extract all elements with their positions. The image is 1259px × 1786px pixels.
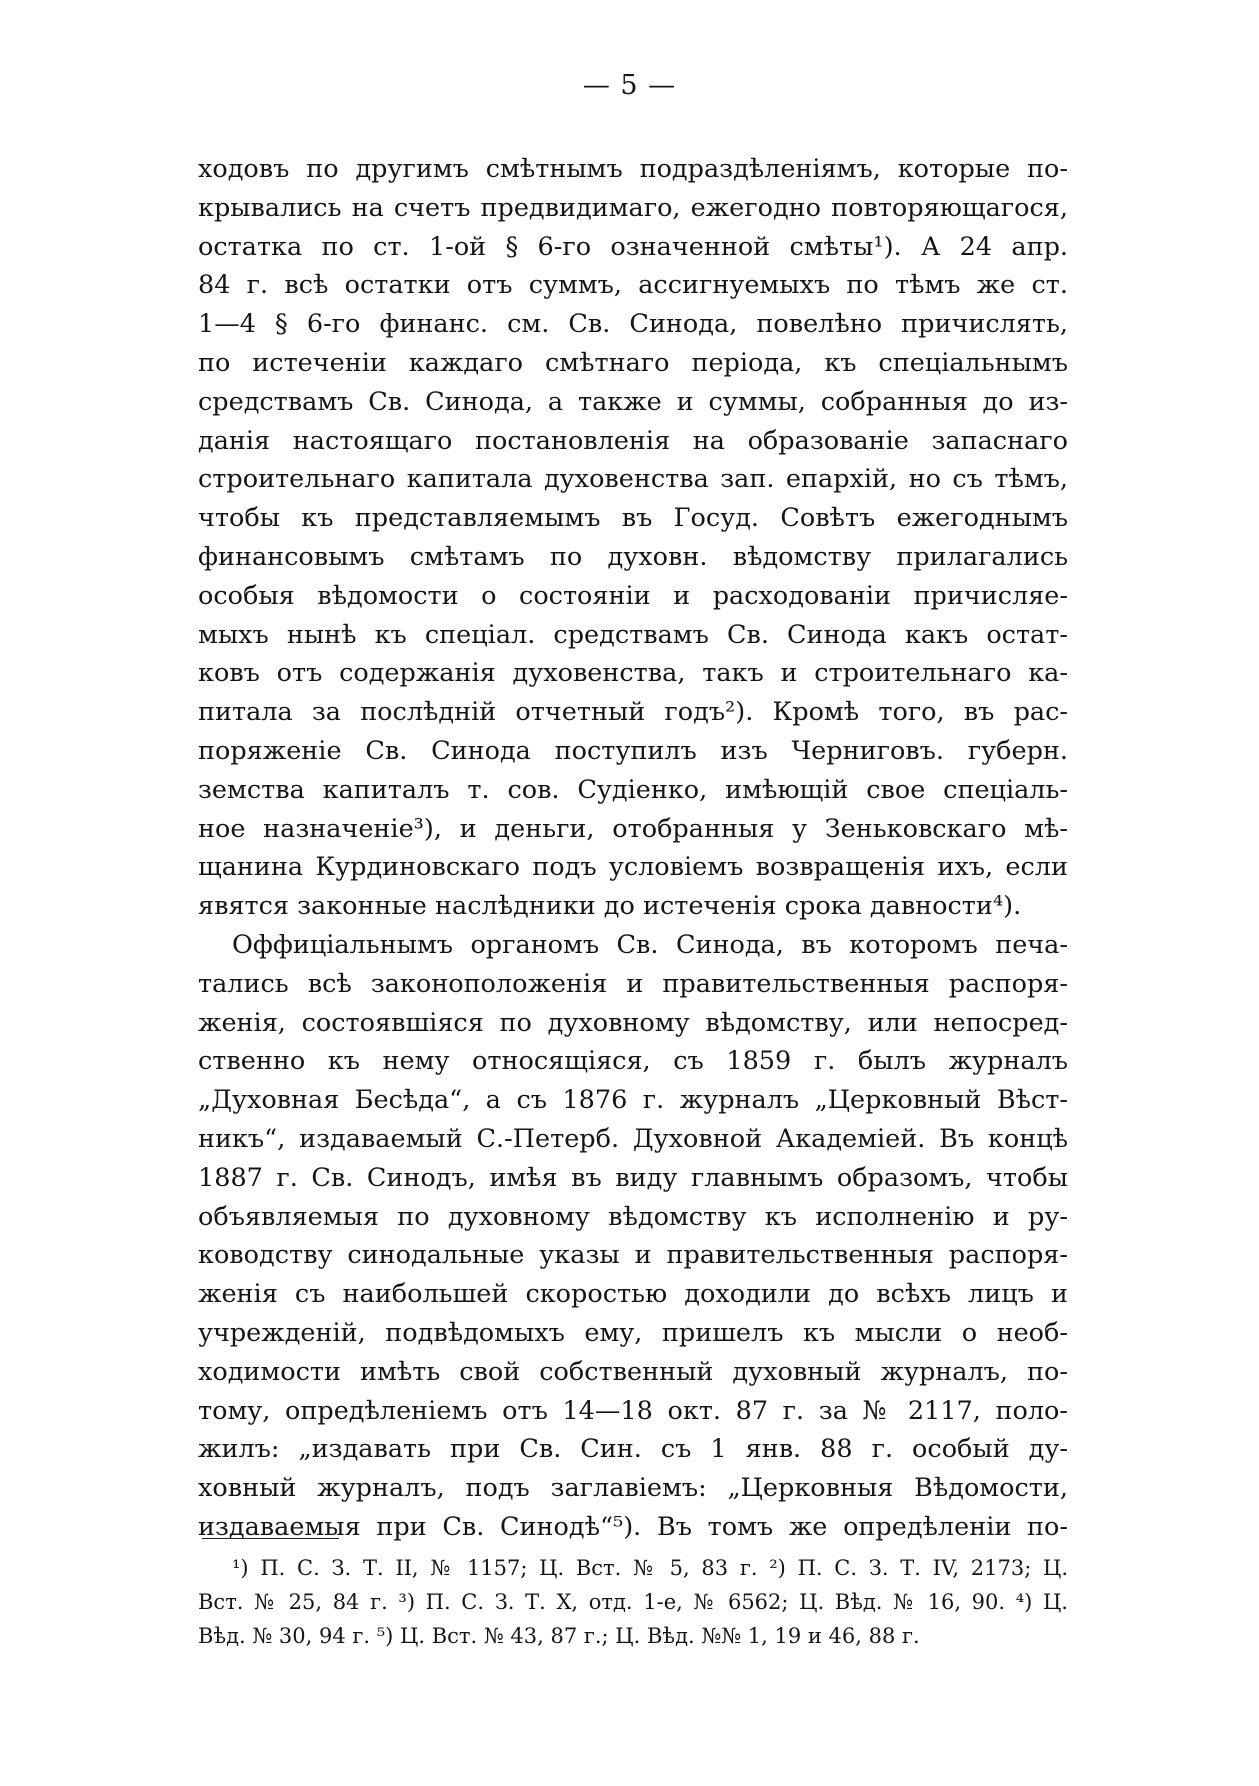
body-line: тому, опредѣленiемъ отъ 14—18 окт. 87 г. за № 2117, поло- <box>198 1395 1068 1426</box>
body-line: ходимости имѣть свой собственный духовный журналъ, по- <box>198 1356 1068 1387</box>
footnote-line: Вст. № 25, 84 г. ³) П. С. З. Т. X, отд. 1-е, № 6562; Ц. Вѣд. № 16, 90. ⁴) Ц. <box>198 1590 1068 1614</box>
body-line: женiя съ наибольшей скоростью доходили до всѣхъ лицъ и <box>198 1279 1068 1310</box>
body-line: издаваемыя при Св. Синодѣ“⁵). Въ томъ же опредѣленiи по- <box>198 1511 1068 1542</box>
body-line: земства капиталъ т. сов. Судiенко, имѣющiй свое спецiаль- <box>198 774 1068 805</box>
body-line: ховный журналъ, подъ заглавiемъ: „Церковныя Вѣдомости, <box>198 1473 1068 1504</box>
body-line: 1887 г. Св. Синодъ, имѣя въ виду главнымъ образомъ, чтобы <box>198 1162 1068 1193</box>
footnote-line: ¹) П. С. З. Т. II, № 1157; Ц. Вст. № 5, 83 г. ²) П. С. З. Т. IV, 2173; Ц. <box>232 1556 1068 1580</box>
body-line: по истеченiи каждаго смѣтнаго перiода, къ спецiальнымъ <box>198 347 1068 378</box>
body-line: „Духовная Бесѣда“, а съ 1876 г. журналъ „Церковный Вѣст- <box>198 1085 1068 1116</box>
body-line: ководству синодальные указы и правительственныя распоря- <box>198 1240 1068 1271</box>
body-line: женiя, состоявшiяся по духовному вѣдомству, или непосред- <box>198 1007 1068 1038</box>
body-line: объявляемыя по духовному вѣдомству къ исполненiю и ру- <box>198 1201 1068 1232</box>
body-line: учрежденiй, подвѣдомыхъ ему, пришелъ къ мысли о необ- <box>198 1317 1068 1348</box>
body-line: щанина Курдиновскаго подъ условiемъ возвращенiя ихъ, если <box>198 852 1068 883</box>
body-line: ственно къ нему относящiяся, съ 1859 г. былъ журналъ <box>198 1046 1068 1077</box>
body-line: никъ“, издаваемый С.-Петерб. Духовной Академiей. Въ концѣ <box>198 1123 1068 1154</box>
body-line: явятся законные наслѣдники до истеченiя срока давности⁴). <box>198 891 1022 922</box>
body-line: тались всѣ законоположенiя и правительственныя распоря- <box>198 968 1068 999</box>
body-line: ходовъ по другимъ смѣтнымъ подраздѣленiямъ, которые по- <box>198 154 1068 184</box>
body-line: чтобы къ представляемымъ въ Госуд. Совѣтъ ежегоднымъ <box>198 503 1068 534</box>
body-line: средствамъ Св. Синода, а также и суммы, собранныя до из- <box>198 386 1068 417</box>
footnotes <box>198 1551 1068 1653</box>
footnote-divider <box>202 1538 339 1539</box>
footnote-line: Вѣд. № 30, 94 г. ⁵) Ц. Вст. № 43, 87 г.; Ц. Вѣд. №№ 1, 19 и 46, 88 г. <box>198 1624 920 1648</box>
body-line: питала за послѣднiй отчетный годъ²). Кромѣ того, въ рас- <box>198 697 1068 728</box>
body-line: 84 г. всѣ остатки отъ суммъ, ассигнуемыхъ по тѣмъ же ст. <box>198 270 1068 301</box>
body-text <box>198 150 1068 1547</box>
body-line: ное назначенiе³), и деньги, отобранныя у Зеньковскаго мѣ- <box>198 813 1068 844</box>
body-line: данiя настоящаго постановленiя на образованiе запаснаго <box>198 425 1068 456</box>
body-line: остатка по ст. 1-ой § 6-го означенной смѣты¹). А 24 апр. <box>198 231 1068 262</box>
body-line: Оффицiальнымъ органомъ Св. Синода, въ которомъ печа- <box>232 929 1068 960</box>
body-line: крывались на счетъ предвидимаго, ежегодно повторяющагося, <box>198 192 1068 223</box>
body-line: строительнаго капитала духовенства зап. епархiй, но съ тѣмъ, <box>198 464 1068 495</box>
body-line: ковъ отъ содержанiя духовенства, такъ и строительнаго ка- <box>198 658 1068 689</box>
body-line: жилъ: „издавать при Св. Син. съ 1 янв. 88 г. особый ду- <box>198 1434 1068 1465</box>
body-line: 1—4 § 6-го финанс. см. Св. Синода, повелѣно причислять, <box>198 309 1068 340</box>
body-line: особыя вѣдомости о состоянiи и расходованiи причисляе- <box>198 580 1068 611</box>
body-line: мыхъ нынѣ къ спецiал. средствамъ Св. Синода какъ остат- <box>198 619 1068 650</box>
body-line: поряженiе Св. Синода поступилъ изъ Черниговъ. губерн. <box>198 735 1068 766</box>
body-line: финансовымъ смѣтамъ по духовн. вѣдомству прилагались <box>198 541 1068 572</box>
page-number: — 5 — <box>582 70 677 101</box>
